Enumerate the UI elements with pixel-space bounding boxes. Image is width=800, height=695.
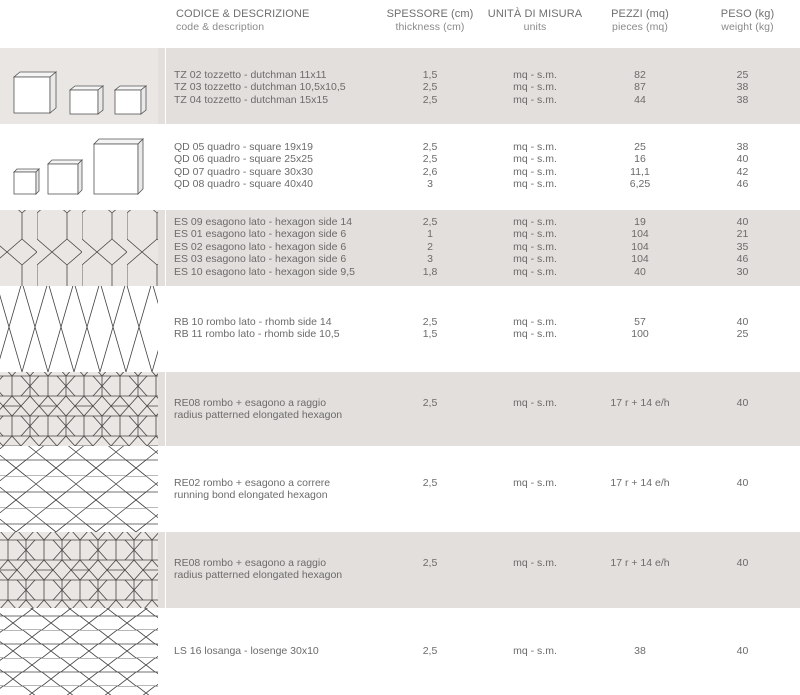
row-pieces: 17 r + 14 e/h xyxy=(610,397,670,409)
row-units: mq - s.m. xyxy=(513,153,557,166)
row-pieces: 25 xyxy=(634,141,646,153)
row-thickness: 2 xyxy=(427,240,433,253)
row-units: mq - s.m. xyxy=(513,141,557,153)
units-column xyxy=(490,316,580,341)
row-thickness: 2,5 xyxy=(422,397,438,409)
row-weight: 40 xyxy=(736,397,749,409)
swatch-divider xyxy=(165,124,166,210)
row-thickness: 2,5 xyxy=(422,141,438,153)
row-pieces: 87 xyxy=(634,81,646,94)
row-weight: 46 xyxy=(736,178,749,191)
row-units: mq - s.m. xyxy=(513,69,557,81)
product-group-re08 xyxy=(0,372,800,446)
row-weight: 46 xyxy=(736,253,749,266)
row-units: mq - s.m. xyxy=(513,240,557,253)
product-group-dutchman xyxy=(0,48,800,124)
units-column xyxy=(490,141,580,191)
row-units: mq - s.m. xyxy=(513,316,557,328)
row-pieces: 38 xyxy=(634,645,646,657)
dutchman-cubes-icon xyxy=(0,48,158,124)
losenge-pattern-icon xyxy=(0,608,158,695)
hexagon-pattern-icon xyxy=(0,210,158,286)
swatch-divider xyxy=(165,286,166,372)
swatch-divider xyxy=(165,372,166,446)
description-column xyxy=(174,557,374,582)
row-pieces: 17 r + 14 e/h xyxy=(610,557,670,569)
row-description: ES 02 esagono lato - hexagon side 6 xyxy=(174,240,347,253)
header-units-it: UNITÀ DI MISURA xyxy=(487,8,583,20)
row-weight: 30 xyxy=(736,265,749,278)
row-pieces: 17 r + 14 e/h xyxy=(610,477,670,489)
weight-column xyxy=(705,477,780,489)
pieces-column xyxy=(590,557,690,569)
row-weight: 40 xyxy=(736,153,749,166)
row-units: mq - s.m. xyxy=(513,165,557,178)
row-weight: 38 xyxy=(736,141,749,153)
row-description: ES 03 esagono lato - hexagon side 6 xyxy=(174,253,347,266)
row-units: mq - s.m. xyxy=(513,228,557,241)
pieces-column xyxy=(590,397,690,409)
pieces-column xyxy=(590,477,690,489)
running-bond-hexagon-pattern-icon xyxy=(0,446,158,532)
header-pieces xyxy=(590,8,690,34)
thickness-column xyxy=(390,645,470,657)
row-description: RE08 rombo + esagono a raggio xyxy=(174,557,327,569)
header-description xyxy=(176,8,309,34)
row-pieces: 16 xyxy=(634,153,646,166)
weight-column xyxy=(705,69,780,106)
description-column xyxy=(174,216,374,278)
row-description: RB 11 rombo lato - rhomb side 10,5 xyxy=(174,328,340,341)
row-description-en: radius patterned elongated hexagon xyxy=(174,409,343,422)
weight-column xyxy=(705,216,780,278)
row-description: QD 07 quadro - square 30x30 xyxy=(174,165,313,178)
product-group-losenge xyxy=(0,608,800,695)
product-group-square xyxy=(0,124,800,210)
header-description-en: code & description xyxy=(176,21,265,33)
units-column xyxy=(490,216,580,278)
weight-column xyxy=(705,316,780,341)
row-description: RE02 rombo + esagono a correre xyxy=(174,477,331,489)
units-column xyxy=(490,557,580,569)
description-column xyxy=(174,477,374,502)
row-description: TZ 04 tozzetto - dutchman 15x15 xyxy=(174,93,329,106)
thickness-column xyxy=(390,477,470,489)
pieces-column xyxy=(590,316,690,341)
row-thickness: 2,5 xyxy=(422,93,438,106)
row-thickness: 1,8 xyxy=(422,265,438,278)
row-thickness: 2,5 xyxy=(422,153,438,166)
row-description: RE08 rombo + esagono a raggio xyxy=(174,397,327,409)
row-weight: 35 xyxy=(736,240,749,253)
row-thickness: 3 xyxy=(427,253,433,266)
row-description-en: running bond elongated hexagon xyxy=(174,489,328,502)
swatch-divider xyxy=(165,48,166,124)
header-description-it: CODICE & DESCRIZIONE xyxy=(176,8,310,20)
row-description: QD 06 quadro - square 25x25 xyxy=(174,153,313,166)
row-weight: 21 xyxy=(736,228,749,241)
swatch-divider xyxy=(165,532,166,608)
header-weight xyxy=(705,8,790,34)
header-thickness xyxy=(380,8,480,34)
thickness-column xyxy=(390,397,470,409)
row-description: QD 08 quadro - square 40x40 xyxy=(174,178,313,191)
units-column xyxy=(490,477,580,489)
row-weight: 38 xyxy=(736,93,749,106)
row-pieces: 104 xyxy=(631,253,649,266)
row-pieces: 11,1 xyxy=(630,165,650,178)
row-thickness: 2,6 xyxy=(422,165,438,178)
row-units: mq - s.m. xyxy=(513,557,557,569)
row-pieces: 40 xyxy=(634,265,646,278)
row-pieces: 100 xyxy=(631,328,649,341)
row-pieces: 104 xyxy=(631,228,649,241)
row-units: mq - s.m. xyxy=(513,216,557,228)
row-weight: 40 xyxy=(736,557,749,569)
swatch-divider xyxy=(165,446,166,532)
row-weight: 40 xyxy=(736,216,749,228)
row-weight: 25 xyxy=(736,69,749,81)
thickness-column xyxy=(390,316,470,341)
pieces-column xyxy=(590,69,690,106)
row-description: LS 16 losanga - losenge 30x10 xyxy=(174,645,319,657)
row-weight: 40 xyxy=(736,477,749,489)
row-description: ES 01 esagono lato - hexagon side 6 xyxy=(174,228,347,241)
thickness-column xyxy=(390,69,470,106)
row-units: mq - s.m. xyxy=(513,265,557,278)
units-column xyxy=(490,397,580,409)
row-thickness: 1 xyxy=(427,228,433,241)
thickness-column xyxy=(390,557,470,569)
row-pieces: 6,25 xyxy=(629,178,651,191)
row-description: ES 10 esagono lato - hexagon side 9,5 xyxy=(174,265,355,278)
header-weight-en: weight (kg) xyxy=(721,21,774,33)
row-description: RB 10 rombo lato - rhomb side 14 xyxy=(174,316,332,328)
product-group-re02 xyxy=(0,446,800,532)
swatch-divider xyxy=(165,210,166,286)
rhomb-pattern-icon xyxy=(0,286,158,372)
pieces-column xyxy=(590,216,690,278)
row-units: mq - s.m. xyxy=(513,328,557,341)
product-group-re08-second xyxy=(0,532,800,608)
row-thickness: 1,5 xyxy=(422,328,438,341)
pieces-column xyxy=(590,645,690,657)
row-description-en: radius patterned elongated hexagon xyxy=(174,569,343,582)
row-thickness: 1,5 xyxy=(422,69,438,81)
header-thickness-it: SPESSORE (cm) xyxy=(386,8,474,20)
table-header xyxy=(0,0,800,48)
header-weight-it: PESO (kg) xyxy=(720,8,775,20)
row-pieces: 44 xyxy=(634,93,646,106)
header-thickness-en: thickness (cm) xyxy=(395,21,465,33)
weight-column xyxy=(705,645,780,657)
weight-column xyxy=(705,557,780,569)
row-thickness: 2,5 xyxy=(422,316,438,328)
row-description: QD 05 quadro - square 19x19 xyxy=(174,141,313,153)
weight-column xyxy=(705,141,780,191)
description-column xyxy=(174,316,374,341)
row-weight: 40 xyxy=(736,645,749,657)
weight-column xyxy=(705,397,780,409)
product-group-rhomb xyxy=(0,286,800,372)
description-column xyxy=(174,645,374,657)
radius-hexagon-pattern-icon xyxy=(0,532,158,608)
header-pieces-en: pieces (mq) xyxy=(612,21,668,33)
row-units: mq - s.m. xyxy=(513,645,557,657)
row-weight: 40 xyxy=(736,316,749,328)
row-units: mq - s.m. xyxy=(513,81,557,94)
row-units: mq - s.m. xyxy=(513,397,557,409)
row-pieces: 19 xyxy=(634,216,646,228)
row-pieces: 104 xyxy=(631,240,649,253)
thickness-column xyxy=(390,141,470,191)
row-thickness: 2,5 xyxy=(422,645,438,657)
row-weight: 42 xyxy=(736,165,749,178)
pieces-column xyxy=(590,141,690,191)
row-thickness: 2,5 xyxy=(422,557,438,569)
units-column xyxy=(490,69,580,106)
row-thickness: 2,5 xyxy=(422,216,438,228)
product-group-hexagon xyxy=(0,210,800,286)
thickness-column xyxy=(390,216,470,278)
units-column xyxy=(490,645,580,657)
row-description: TZ 03 tozzetto - dutchman 10,5x10,5 xyxy=(174,81,346,94)
row-weight: 25 xyxy=(736,328,749,341)
row-units: mq - s.m. xyxy=(513,93,557,106)
description-column xyxy=(174,69,374,106)
row-thickness: 3 xyxy=(427,178,433,191)
row-units: mq - s.m. xyxy=(513,178,557,191)
row-weight: 38 xyxy=(736,81,749,94)
row-description: TZ 02 tozzetto - dutchman 11x11 xyxy=(174,69,327,81)
header-units xyxy=(480,8,590,34)
header-pieces-it: PEZZI (mq) xyxy=(611,8,669,20)
description-column xyxy=(174,397,374,422)
radius-hexagon-pattern-icon xyxy=(0,372,158,446)
row-pieces: 57 xyxy=(634,316,646,328)
description-column xyxy=(174,141,374,191)
row-thickness: 2,5 xyxy=(422,477,438,489)
row-pieces: 82 xyxy=(634,69,646,81)
swatch-divider xyxy=(165,608,166,695)
row-units: mq - s.m. xyxy=(513,477,557,489)
row-description: ES 09 esagono lato - hexagon side 14 xyxy=(174,216,353,228)
header-units-en: units xyxy=(523,21,547,33)
row-units: mq - s.m. xyxy=(513,253,557,266)
square-blocks-icon xyxy=(0,124,158,210)
row-thickness: 2,5 xyxy=(422,81,438,94)
